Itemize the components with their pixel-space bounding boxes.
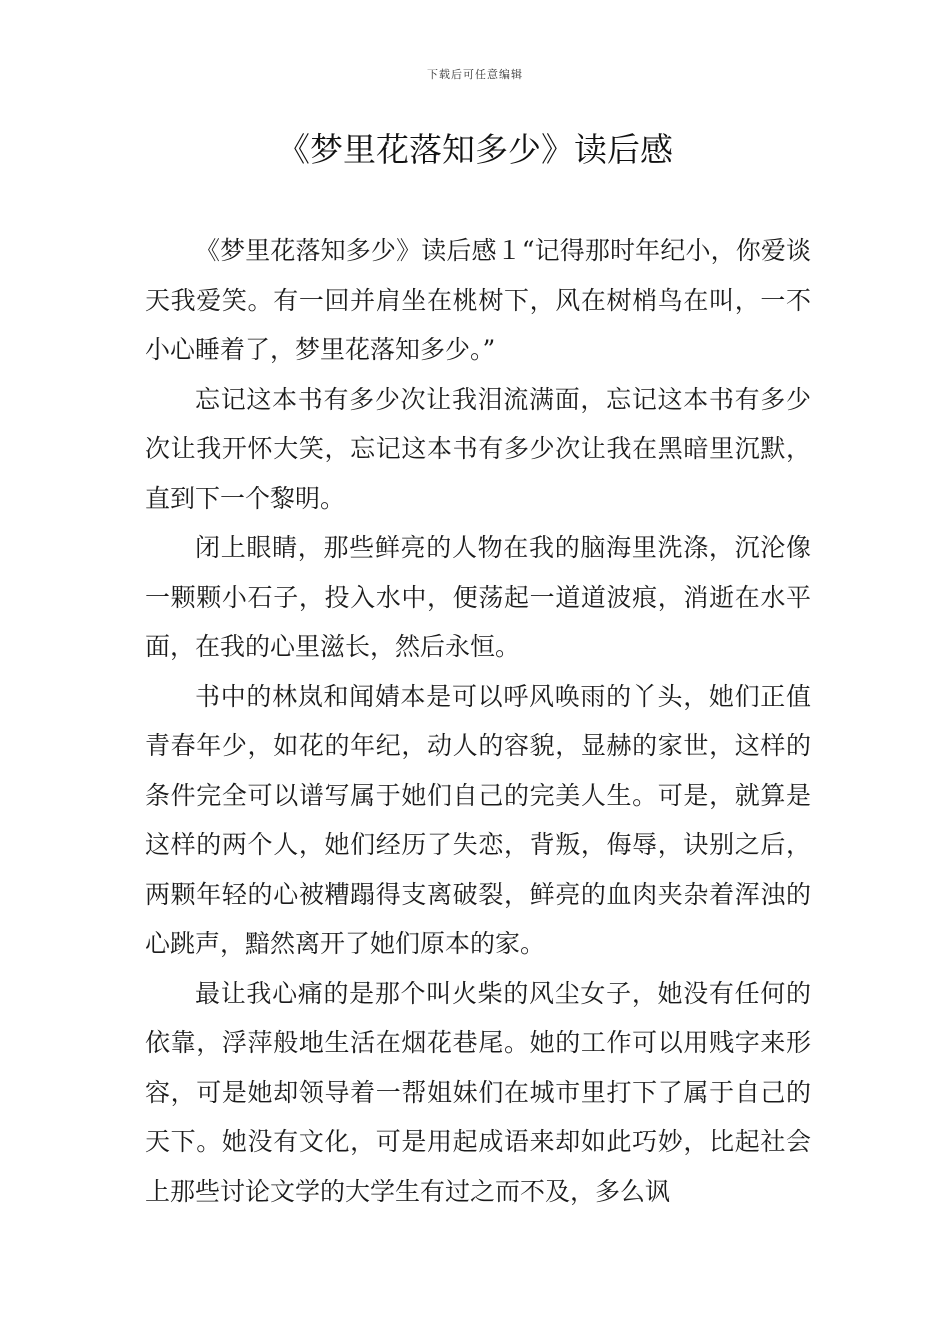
paragraph-2: 忘记这本书有多少次让我泪流满面，忘记这本书有多少次让我开怀大笑，忘记这本书有多少次让我在黑暗里沉默，直到下一个黎明。	[145, 384, 811, 513]
header-note: 下载后可任意编辑	[427, 68, 523, 81]
document-body	[145, 226, 811, 1216]
paragraph-5: 最让我心痛的是那个叫火柴的风尘女子，她没有任何的依靠，浮萍般地生活在烟花巷尾。她的工作可以用贱字来形容，可是她却领导着一帮姐妹们在城市里打下了属于自己的天下。她没有文化，可是用起成语来却如此巧妙，比起社会上那些讨论文学的大学生有过之而不及，多么讽	[145, 978, 811, 1206]
document-title: 《梦里花落知多少》读后感	[277, 130, 673, 169]
paragraph-1: 《梦里花落知多少》读后感１“记得那时年纪小，你爱谈天我爱笑。有一回并肩坐在桃树下，风在树梢鸟在叫，一不小心睡着了，梦里花落知多少。”	[145, 236, 811, 364]
paragraph-3: 闭上眼睛，那些鲜亮的人物在我的脑海里洗涤，沉沦像一颗颗小石子，投入水中，便荡起一道道波痕，消逝在水平面，在我的心里滋长，然后永恒。	[145, 533, 811, 661]
paragraph-4: 书中的林岚和闻婧本是可以呼风唤雨的丫头，她们正值青春年少，如花的年纪，动人的容貌，显赫的家世，这样的条件完全可以谱写属于她们自己的完美人生。可是，就算是这样的两个人，她们经历了失恋，背叛，侮辱，诀别之后，两颗年轻的心被糟蹋得支离破裂，鲜亮的血肉夹杂着浑浊的心跳声，黯然离开了她们原本的家。	[145, 681, 811, 958]
